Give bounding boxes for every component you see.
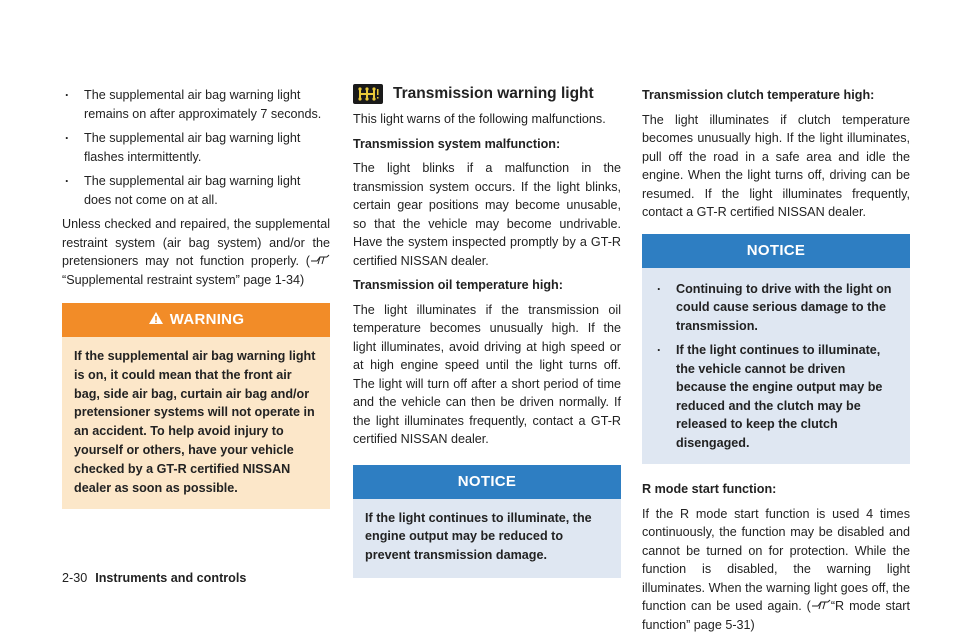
section-title: Transmission warning light — [393, 84, 594, 102]
section-title-row — [353, 84, 621, 104]
subheading-r-mode: R mode start function: — [642, 482, 777, 496]
oil-temperature-text: The light illuminates if the transmission oil temperature becomes unusually high. If the light illuminates, avoid driving at high speed or at high engine speed until the light turns off. The light will turn off after a short period of time and the vehicle can then be driven normally. If the light illuminates frequently, contact a GT-R certified NISSAN dealer. — [353, 302, 621, 446]
list-item: . If the light continues to illuminate, the vehicle cannot be driven because the engine output may be reduced and the clutch may be released to keep the clutch disengaged. — [654, 341, 898, 452]
notice-box — [642, 234, 910, 465]
airbag-warning-conditions-list — [62, 86, 330, 209]
list-item: . The supplemental air bag warning light flashes intermittently. — [62, 129, 330, 166]
r-mode-paragraph — [642, 505, 910, 635]
notice-header: NOTICE — [353, 465, 621, 499]
paragraph-text: If the R mode start function is used 4 times continuously, the function may be disabled and cannot be turned on for protection. While the function is disabled, the warning light illuminates. When the warning light goes off, the function can be used again. ( — [642, 506, 910, 613]
warning-triangle-icon — [148, 311, 170, 328]
paragraph-text: Unless checked and repaired, the supplemental restraint system (air bag system) and/or the pretensioners may not function properly. ( — [62, 217, 330, 268]
page-reference-icon — [811, 598, 831, 610]
warning-header — [62, 303, 330, 337]
cross-reference-link[interactable]: “R mode start function” page 5-31) — [642, 599, 910, 632]
page-footer — [62, 569, 246, 588]
notice-header: NOTICE — [642, 234, 910, 268]
system-malfunction-text: The light blinks if a malfunction in the transmission system occurs. If the light blinks, certain gear positions may become unusable, so that the vehicle may become undrivable. Have the system inspected promptly by a GT-R certified NISSAN dealer. — [353, 161, 621, 268]
cross-reference-link[interactable]: “Supplemental restraint system” page 1-34) — [62, 272, 305, 287]
section-name: Instruments and controls — [95, 571, 247, 585]
transmission-warning-light-icon — [353, 84, 383, 104]
column-middle — [353, 86, 621, 578]
subheading-system-malfunction: Transmission system malfunction: — [353, 136, 561, 151]
list-item: . The supplemental air bag warning light remains on after approximately 7 seconds. — [62, 86, 330, 123]
column-left — [62, 86, 330, 509]
warning-title: WARNING — [169, 311, 245, 328]
notice-text: If the light continues to illuminate, the engine output may be reduced to prevent transmission damage. — [353, 499, 621, 579]
list-item: . The supplemental air bag warning light does not come on at all. — [62, 172, 330, 209]
subheading-oil-temperature: Transmission oil temperature high: — [353, 278, 563, 292]
notice-box — [353, 465, 621, 579]
subheading-clutch-temperature: Transmission clutch temperature high: — [642, 88, 875, 102]
intro-text: This light warns of the following malfunctions. — [353, 112, 606, 126]
list-item: . Continuing to drive with the light on could cause serious damage to the transmission. — [654, 280, 898, 336]
page-reference-icon — [310, 253, 330, 265]
page-number: 2-30 — [62, 571, 88, 585]
restraint-system-paragraph — [62, 215, 330, 289]
column-right — [642, 86, 910, 640]
notice-list — [654, 280, 898, 453]
warning-box — [62, 303, 330, 509]
warning-text: If the supplemental air bag warning light is on, it could mean that the front air bag, side air bag, curtain air bag and/or pretensioner systems will not operate in an accident. To help avoid injury to yourself or others, have your vehicle checked by a GT-R certified NISSAN dealer as soon as possible. — [62, 337, 330, 509]
clutch-temperature-text: The light illuminates if clutch temperature becomes unusually high. If the light illuminates, pull off the road in a safe area and idle the engine. When the light turns off, driving can be resumed. If the light illuminates frequently, contact a GT-R certified NISSAN dealer. — [642, 112, 910, 219]
